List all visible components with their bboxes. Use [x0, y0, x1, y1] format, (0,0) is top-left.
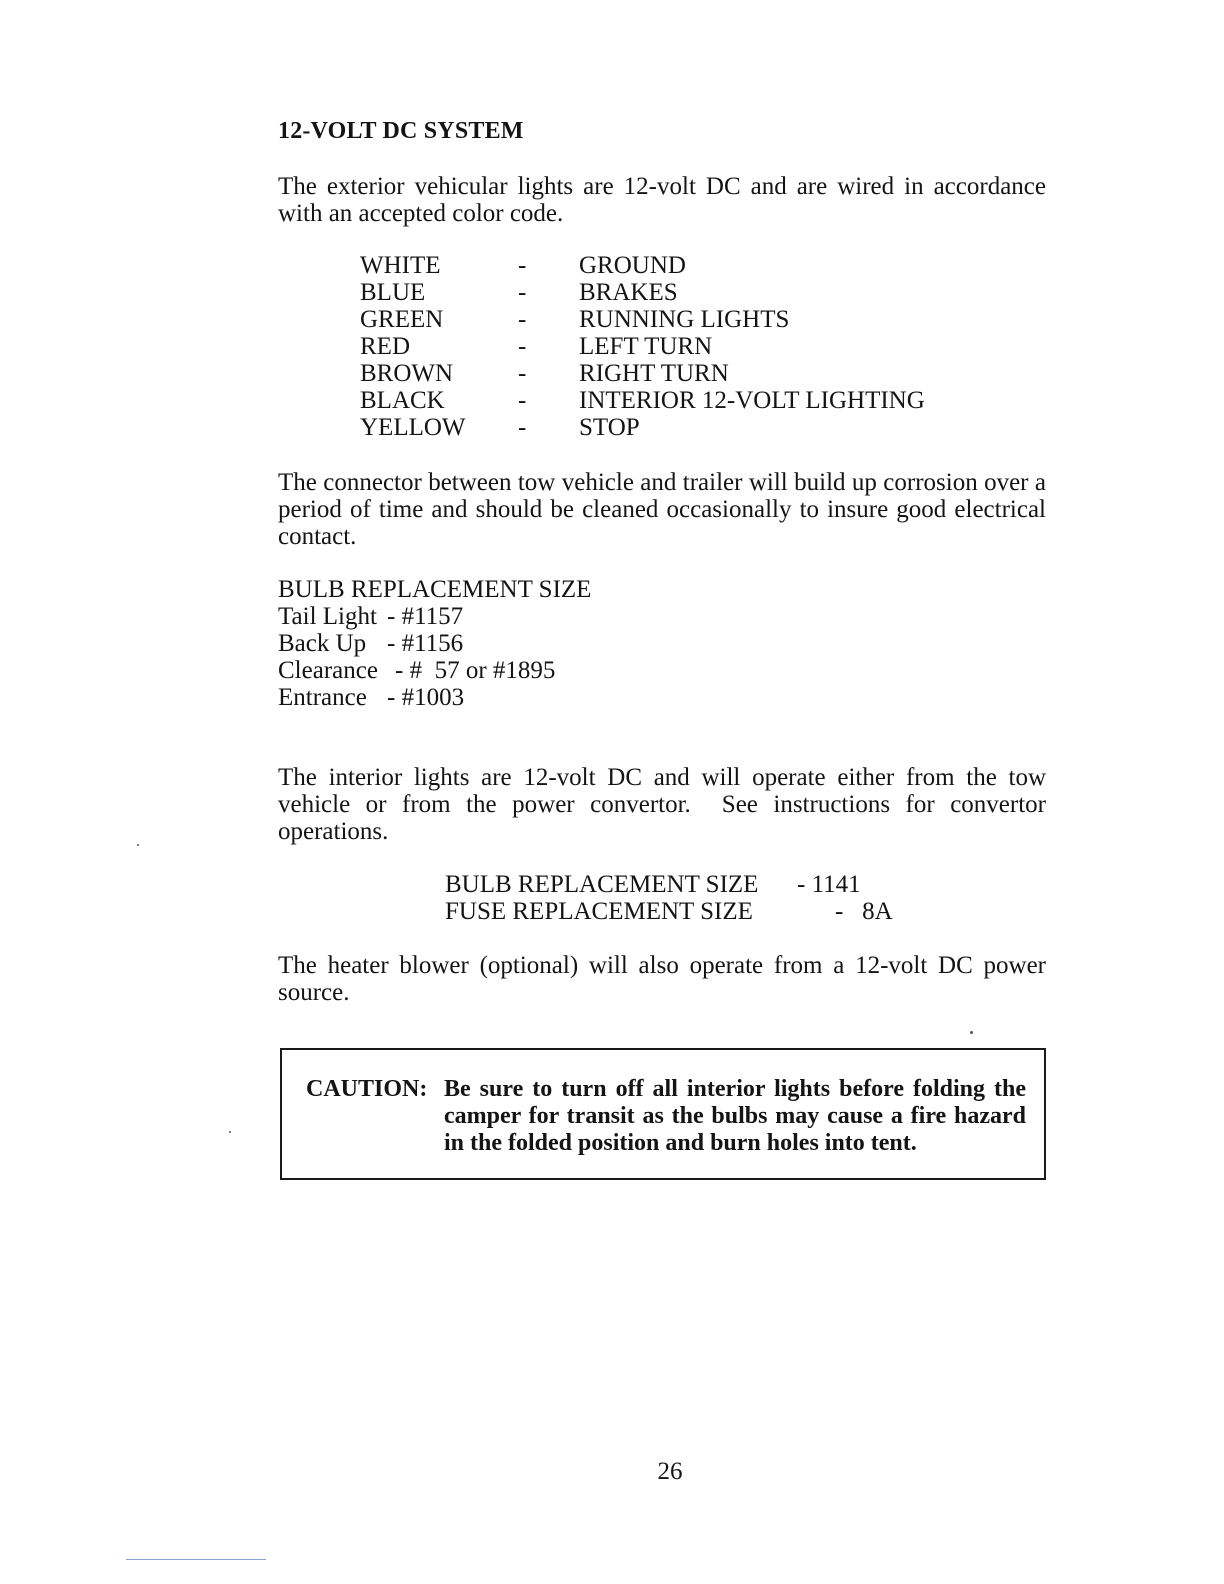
bulb-name: Back Up	[278, 630, 367, 657]
wire-function: LEFT TURN	[579, 333, 713, 360]
wire-function: GROUND	[579, 252, 686, 279]
bulb-replacement-title: BULB REPLACEMENT SIZE	[278, 576, 592, 603]
color-code-row	[360, 252, 925, 279]
color-code-row	[360, 279, 925, 306]
bulb-replacement-list	[278, 576, 591, 711]
bulb-number: - #1003	[387, 684, 465, 711]
section-heading: 12-VOLT DC SYSTEM	[278, 118, 524, 144]
separator-dash: -	[518, 279, 527, 306]
color-code-row	[360, 333, 925, 360]
bulb-size-row	[278, 657, 591, 684]
wire-function: RUNNING LIGHTS	[579, 306, 790, 333]
interior-lights-paragraph: The interior lights are 12-volt DC and will operate either from the tow vehicle or from the power convertor. See instructions for convertor operations.	[278, 764, 1053, 845]
exterior-lights-paragraph: The exterior vehicular lights are 12-volt DC and are wired in accordance with an accepted color code.	[278, 173, 1046, 227]
color-code-row	[360, 306, 925, 333]
bulb-name: Entrance	[278, 684, 367, 711]
caution-text: Be sure to turn off all interior lights before folding the camper for transit as the bulbs may cause a fire hazard in the folded position and burn holes into tent.	[444, 1076, 1026, 1156]
caution-box	[280, 1048, 1046, 1180]
wire-color: GREEN	[360, 306, 444, 333]
separator-dash: -	[518, 387, 527, 414]
bulb-name: Tail Light	[278, 603, 377, 630]
separator-dash: -	[518, 333, 527, 360]
bulb-size-row	[278, 630, 591, 657]
replacement-size-row	[445, 871, 893, 898]
separator-dash: -	[518, 360, 527, 387]
bulb-number: - # 57 or #1895	[395, 657, 556, 684]
scan-speck	[229, 1131, 231, 1133]
interior-replacement-sizes	[445, 871, 893, 925]
wire-function: BRAKES	[579, 279, 678, 306]
wire-function: RIGHT TURN	[579, 360, 729, 387]
wire-color-code-table	[360, 252, 925, 441]
wire-color: BLUE	[360, 279, 426, 306]
bulb-name: Clearance	[278, 657, 378, 684]
connector-paragraph: The connector between tow vehicle and trailer will build up corrosion over a period of time and should be cleaned occasionally to insure good electrical contact.	[278, 469, 1046, 550]
page-number: 26	[657, 1458, 683, 1485]
wire-function: INTERIOR 12-VOLT LIGHTING	[579, 387, 925, 414]
separator-dash: -	[518, 306, 527, 333]
color-code-row	[360, 360, 925, 387]
heater-paragraph: The heater blower (optional) will also operate from a 12-volt DC power source.	[278, 952, 1046, 1006]
bulb-number: - #1157	[387, 603, 464, 630]
wire-color: RED	[360, 333, 410, 360]
replacement-label: BULB REPLACEMENT SIZE	[445, 871, 759, 898]
replacement-value: - 1141	[797, 871, 861, 898]
wire-color: BLACK	[360, 387, 445, 414]
replacement-label: FUSE REPLACEMENT SIZE	[445, 898, 753, 925]
color-code-row	[360, 414, 925, 441]
separator-dash: -	[518, 252, 527, 279]
color-code-row	[360, 387, 925, 414]
wire-function: STOP	[579, 414, 640, 441]
bulb-number: - #1156	[387, 630, 464, 657]
wire-color: YELLOW	[360, 414, 466, 441]
bulb-size-row	[278, 684, 591, 711]
wire-color: BROWN	[360, 360, 454, 387]
scan-speck	[137, 844, 139, 846]
wire-color: WHITE	[360, 252, 441, 279]
bulb-size-row	[278, 603, 591, 630]
scan-edge-line	[126, 1559, 266, 1560]
replacement-size-row	[445, 898, 893, 925]
replacement-value: - 8A	[835, 898, 893, 925]
caution-label: CAUTION:	[306, 1076, 428, 1102]
scan-speck	[970, 1031, 973, 1034]
separator-dash: -	[518, 414, 527, 441]
